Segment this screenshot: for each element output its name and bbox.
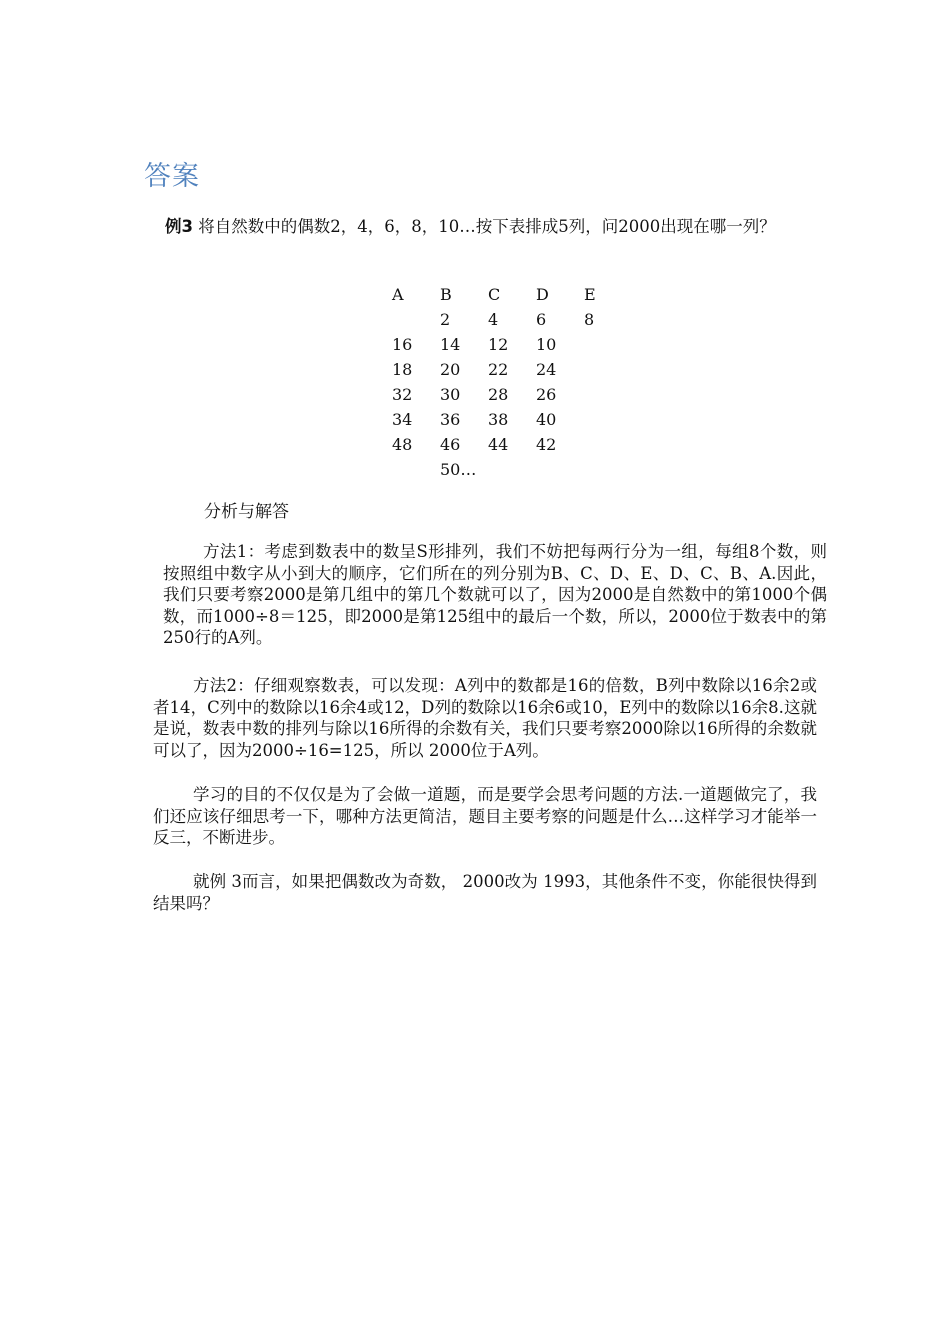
table-cell: 50… — [440, 460, 477, 479]
table-cell: 16 — [392, 335, 413, 354]
table-cell — [584, 407, 632, 432]
method-2-paragraph: 方法2：仔细观察数表，可以发现：A列中的数都是16的倍数，B列中数除以16余2或者14，C列中的数除以16余4或12，D列的数除以16余6或10，E列中的数除以16余8.这就是说，数表中数的排列与除以16所得的余数有关，我们只要考察2000除以16所得的余数就可以了，因为2000÷16=125，所以 2000位于A列。 — [153, 676, 817, 760]
table-cell — [392, 307, 440, 332]
method-1-paragraph: 方法1：考虑到数表中的数呈S形排列，我们不妨把每两行分为一组，每组8个数，则按照组中数字从小到大的顺序，它们所在的列分别为B、C、D、E、D、C、B、A.因此，我们只要考察2000是第几组中的第几个数就可以了，因为2000是自然数中的第1000个偶数，而1000÷8＝125，即2000是第125组中的最后一个数，所以，2000位于数表中的第250行的A列。 — [163, 542, 827, 647]
table-row — [392, 432, 632, 457]
table-cell: 8 — [584, 310, 595, 329]
table-cell: 10 — [536, 335, 557, 354]
example-label: 例3 — [165, 217, 193, 236]
number-table — [392, 282, 632, 482]
table-cell: 42 — [536, 435, 557, 454]
column-header: C — [488, 285, 501, 304]
table-row — [392, 382, 632, 407]
column-header: D — [536, 285, 549, 304]
table-header-row — [392, 282, 632, 307]
table-cell: 34 — [392, 410, 413, 429]
example-question — [165, 216, 820, 238]
reflection-paragraph: 学习的目的不仅仅是为了会做一道题，而是要学会思考问题的方法.一道题做完了，我们还应该仔细思考一下，哪种方法更简洁，题目主要考察的问题是什么…这样学习才能举一反三，不断进步。 — [153, 785, 817, 847]
table-cell — [584, 432, 632, 457]
table-cell: 24 — [536, 360, 557, 379]
table-cell — [488, 457, 536, 482]
table-cell: 18 — [392, 360, 413, 379]
table-row — [392, 407, 632, 432]
column-header: A — [392, 285, 404, 304]
table-row — [392, 332, 632, 357]
table-cell: 26 — [536, 385, 557, 404]
section-heading: 答案 — [144, 161, 200, 192]
analysis-title: 分析与解答 — [204, 502, 289, 522]
table-cell — [392, 457, 440, 482]
column-header: B — [440, 285, 452, 304]
table-row — [392, 457, 632, 482]
table-cell: 6 — [536, 310, 547, 329]
table-row — [392, 357, 632, 382]
table-cell: 38 — [488, 410, 509, 429]
example-text: 将自然数中的偶数2，4，6，8，10…按下表排成5列，问2000出现在哪一列？ — [192, 217, 776, 236]
table-cell: 46 — [440, 435, 461, 454]
table-cell: 12 — [488, 335, 509, 354]
table-row — [392, 307, 632, 332]
table-cell — [536, 457, 584, 482]
table-cell: 28 — [488, 385, 509, 404]
table-cell: 14 — [440, 335, 461, 354]
table-cell: 4 — [488, 310, 499, 329]
table-cell: 36 — [440, 410, 461, 429]
table-cell: 40 — [536, 410, 557, 429]
table-cell: 30 — [440, 385, 461, 404]
table-cell: 44 — [488, 435, 509, 454]
table-cell: 48 — [392, 435, 413, 454]
table-cell: 20 — [440, 360, 461, 379]
table-cell — [584, 382, 632, 407]
table-cell — [584, 357, 632, 382]
table-cell — [584, 332, 632, 357]
table-cell: 22 — [488, 360, 509, 379]
table-cell: 2 — [440, 310, 451, 329]
column-header: E — [584, 285, 596, 304]
table-cell: 32 — [392, 385, 413, 404]
table-cell — [584, 457, 632, 482]
followup-question: 就例 3而言，如果把偶数改为奇数， 2000改为 1993，其他条件不变，你能很快得到结果吗？ — [153, 872, 817, 913]
